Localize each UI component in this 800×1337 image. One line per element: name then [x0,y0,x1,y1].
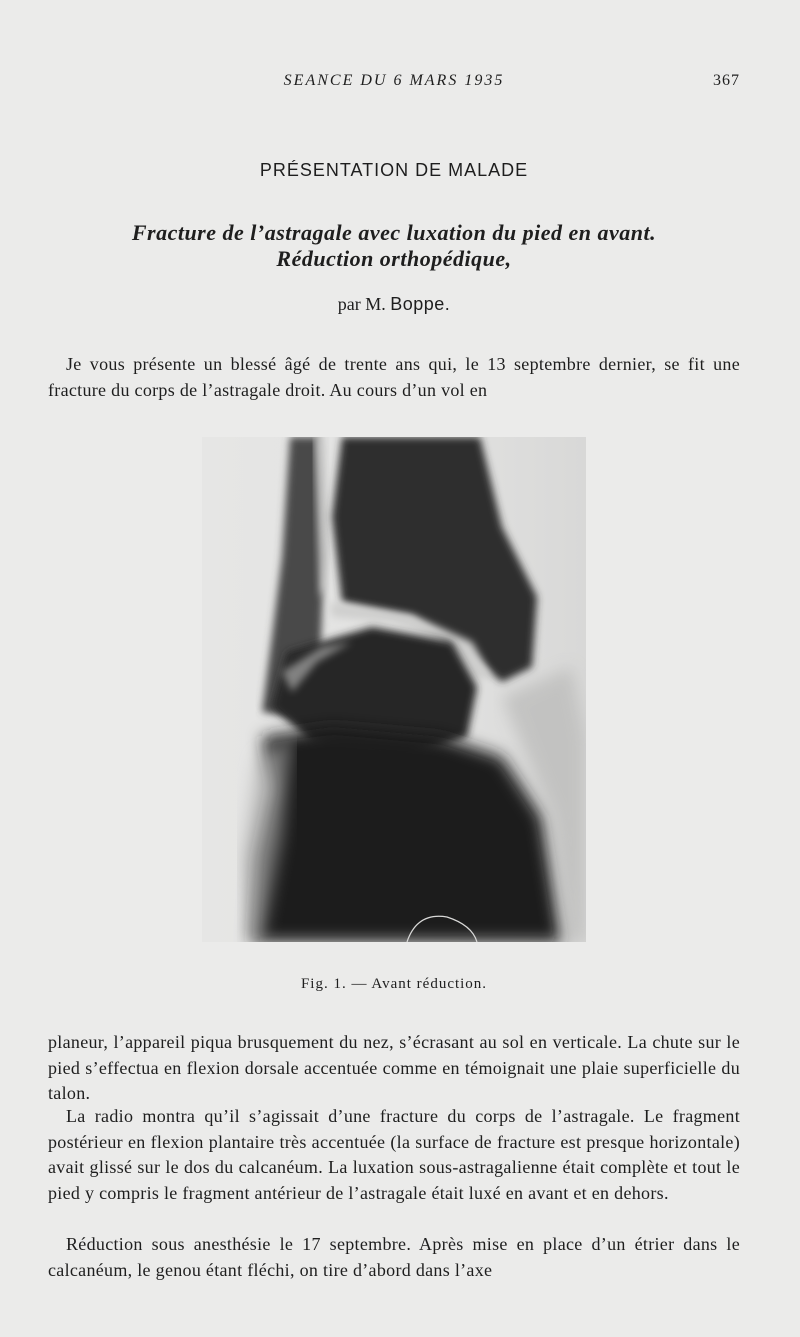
paragraph-2: planeur, l’appareil piqua brusquement du nez, s’écrasant au sol en verticale. La chute sur le pied s’effectua en flexion dorsale accentuée comme en témoignait une plaie superficielle du talon. [48,1032,740,1104]
page-number: 367 [713,72,740,89]
section-heading: PRÉSENTATION DE MALADE [259,160,529,180]
author-name: Boppe. [390,294,451,314]
paragraph-3: La radio montra qu’il s’agissait d’une fracture du corps de l’astragale. Le fragment postérieur en flexion plantaire très accentuée (la surface de fracture est presque horizontale) avait glissé sur le dos du calcanéum. La luxation sous-astragalienne était complète et tout le pied y compris le fragment antérieur de l’astragale était luxé en avant et en dehors. [48,1106,740,1204]
article-title [48,220,740,272]
paragraph-4: Réduction sous anesthésie le 17 septembre. Après mise en place d’un étrier dans le calcanéum, le genou étant fléchi, on tire d’abord dans l’axe [48,1234,740,1280]
author-line [48,294,740,315]
running-title: SEANCE DU 6 MARS 1935 [283,72,505,89]
paragraph-1: Je vous présente un blessé âgé de trente ans qui, le 13 septembre dernier, se fit une fracture du corps de l’astragale droit. Au cours d’un vol en [48,354,740,400]
article-title-line-1: Fracture de l’astragale avec luxation du pied en avant. [131,220,657,245]
article-title-line-2: Réduction orthopédique, [276,246,512,271]
figure-caption: Fig. 1. — Avant réduction. [300,976,488,992]
running-head [48,72,740,96]
xray-image [202,437,586,942]
author-prefix: par M. [337,294,386,314]
xray-figure [202,437,586,942]
